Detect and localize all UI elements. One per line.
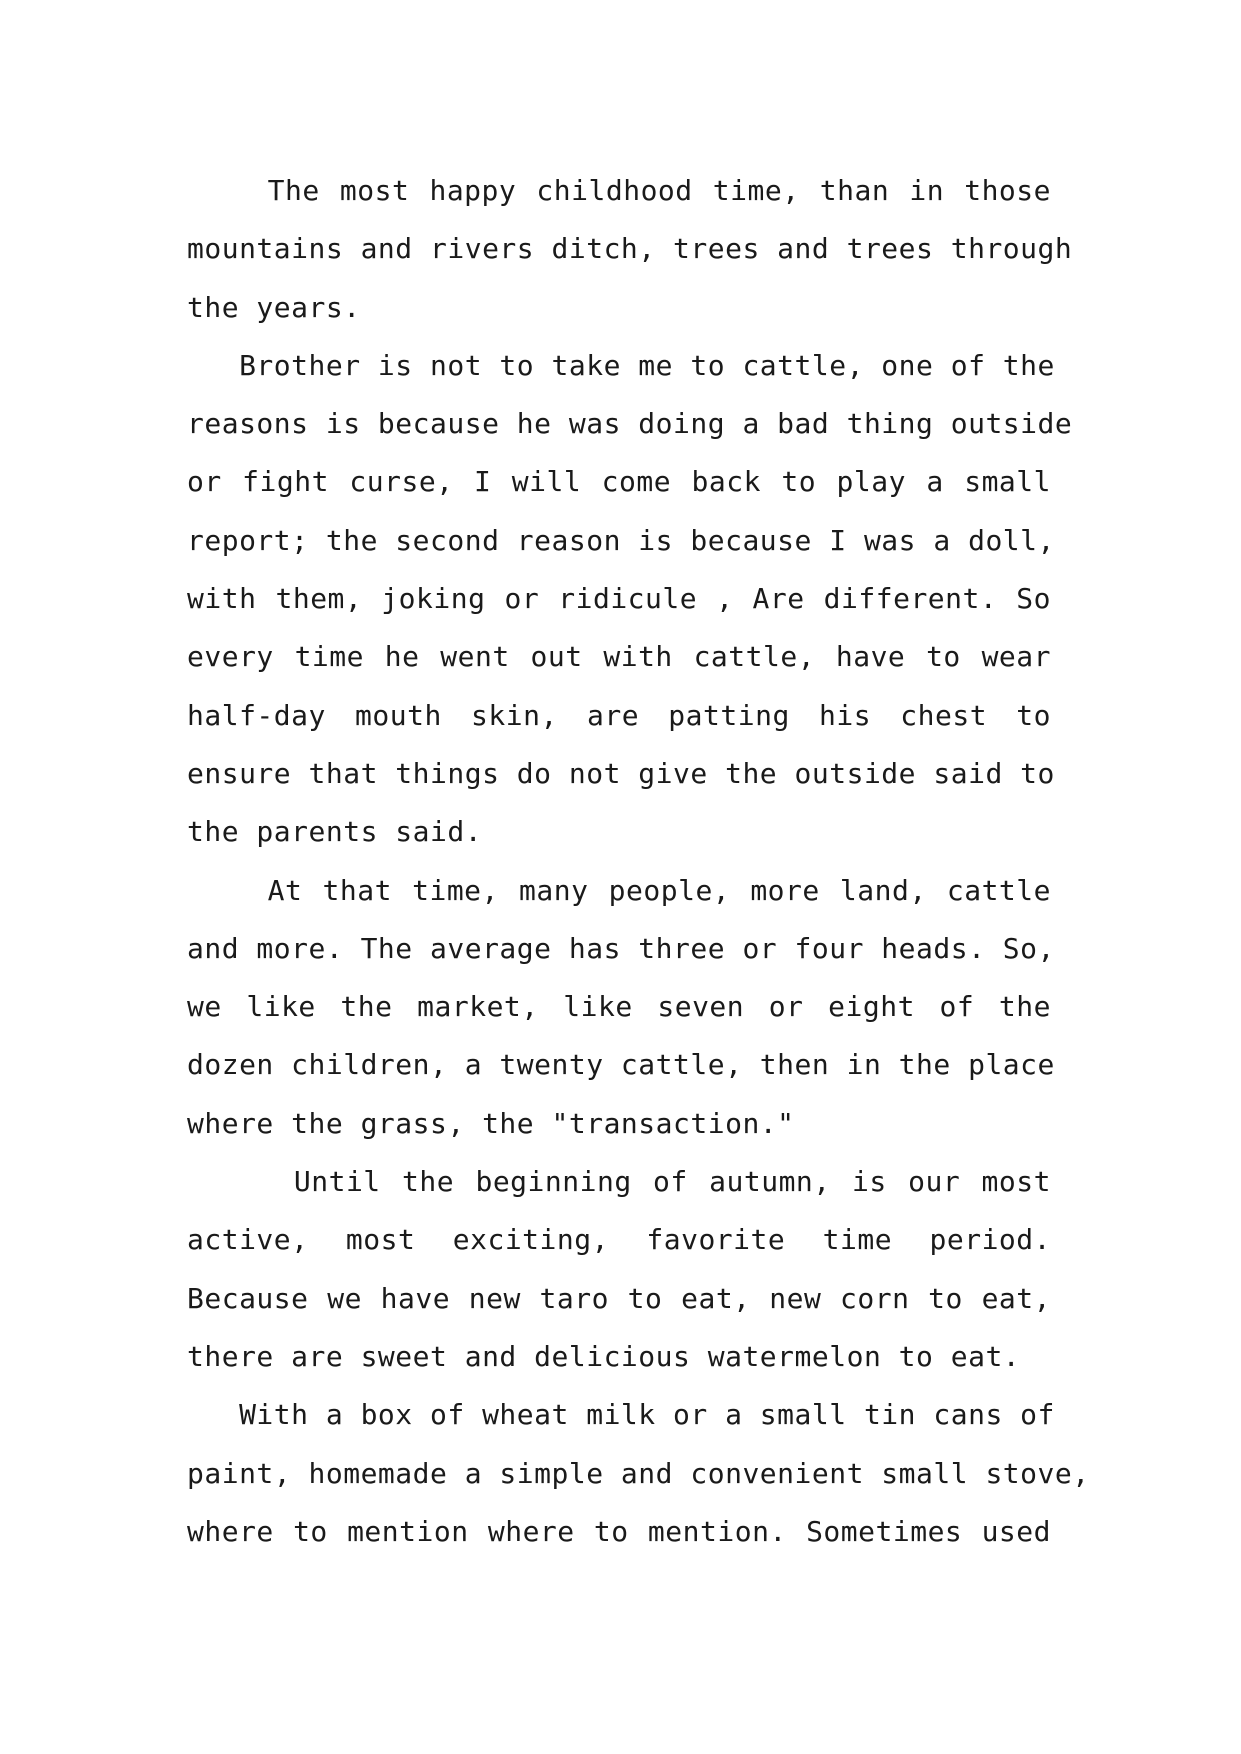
text-line: Until the beginning of autumn, is our most <box>187 1165 1051 1199</box>
paragraph-4 <box>187 1153 1051 1386</box>
text-line: with them, joking or ridicule , Are different. So <box>187 582 1051 616</box>
paragraph-1 <box>187 162 1073 337</box>
text-line: where to mention where to mention. Sometimes used <box>187 1514 1051 1548</box>
text-line: the parents said. <box>187 815 483 849</box>
text-line: half-day mouth skin, are patting his chest to <box>187 698 1051 732</box>
text-line: or fight curse, I will come back to play a small <box>187 465 1051 499</box>
paragraph-2 <box>187 337 1073 862</box>
text-line: paint, homemade a simple and convenient small stove, <box>187 1456 1090 1490</box>
text-line: dozen children, a twenty cattle, then in the place <box>187 1048 1055 1082</box>
text-line: the years. <box>187 290 361 324</box>
text-line: Brother is not to take me to cattle, one of the <box>187 348 1055 382</box>
text-line: where the grass, the "transaction." <box>187 1106 795 1140</box>
text-line: At that time, many people, more land, cattle <box>187 873 1051 907</box>
text-line: reasons is because he was doing a bad thing outside <box>187 407 1073 441</box>
text-line: we like the market, like seven or eight of the <box>187 990 1051 1024</box>
text-line: every time he went out with cattle, have to wear <box>187 640 1051 674</box>
text-line: there are sweet and delicious watermelon to eat. <box>187 1339 1021 1373</box>
text-line: With a box of wheat milk or a small tin cans of <box>187 1398 1055 1432</box>
text-line: active, most exciting, favorite time period. <box>187 1223 1051 1257</box>
text-line: ensure that things do not give the outside said to <box>187 756 1055 790</box>
text-line: mountains and rivers ditch, trees and trees through <box>187 232 1073 266</box>
text-line: Because we have new taro to eat, new corn to eat, <box>187 1281 1051 1315</box>
paragraph-3 <box>187 862 1055 1153</box>
paragraph-5 <box>187 1386 1090 1561</box>
text-line: and more. The average has three or four heads. So, <box>187 931 1055 965</box>
body-text <box>187 162 1090 1561</box>
text-line: The most happy childhood time, than in those <box>187 174 1051 207</box>
text-line: report; the second reason is because I was a doll, <box>187 523 1055 557</box>
